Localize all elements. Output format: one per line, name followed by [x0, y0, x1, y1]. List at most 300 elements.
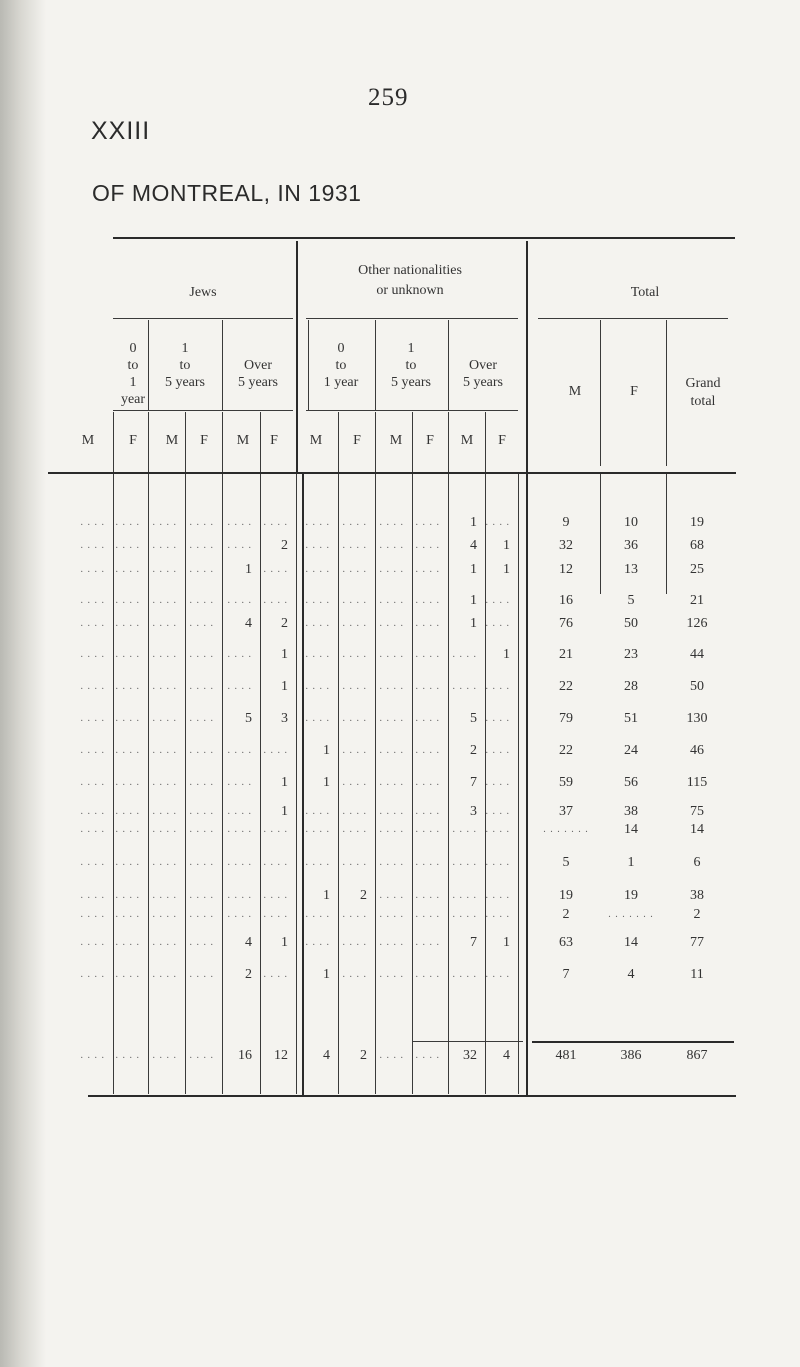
cell-r2-c2: . . . . [152, 564, 177, 575]
cell-r0-c3: . . . . [189, 517, 214, 528]
cell-r5-c9: . . . . [415, 649, 440, 660]
cell-r3-c11: . . . . [485, 595, 510, 606]
cell-r12-c2: . . . . [152, 857, 177, 868]
header-divider-f-grand [666, 320, 667, 466]
cell-r12-c14: 6 [693, 855, 701, 870]
cell-r8-c2: . . . . [152, 745, 177, 756]
cell-r9-c11: . . . . [485, 777, 510, 788]
cell-r15-c6: . . . . [305, 937, 330, 948]
cell-r2-c8: . . . . [379, 564, 404, 575]
cell-r16-c13: 4 [627, 967, 635, 982]
rule-other-group [306, 318, 518, 319]
rule-header-bottom [48, 472, 736, 474]
header-age-0-line2: 1 year [323, 375, 359, 390]
cell-r12-c9: . . . . [415, 857, 440, 868]
cell-r12-c5: . . . . [263, 857, 288, 868]
cell-r17-c11: 4 [503, 1048, 510, 1063]
cell-r4-c5: 2 [281, 616, 288, 631]
cell-r12-c10: . . . . [452, 857, 477, 868]
cell-r11-c10: . . . . [452, 824, 477, 835]
cell-r11-c3: . . . . [189, 824, 214, 835]
cell-r8-c8: . . . . [379, 745, 404, 756]
cell-r12-c11: . . . . [485, 857, 510, 868]
chapter-label: XXIII [91, 117, 151, 145]
cell-r6-c13: 28 [624, 679, 638, 694]
cell-r10-c4: . . . . [227, 806, 252, 817]
cell-r9-c9: . . . . [415, 777, 440, 788]
cell-r12-c4: . . . . [227, 857, 252, 868]
cell-r5-c13: 23 [624, 647, 638, 662]
cell-r10-c14: 75 [690, 804, 704, 819]
cell-r1-c3: . . . . [189, 540, 214, 551]
cell-r6-c3: . . . . [189, 681, 214, 692]
header-age-1-line0: 1 [181, 341, 189, 356]
cell-r15-c12: 63 [559, 935, 573, 950]
cell-r16-c4: 2 [245, 967, 252, 982]
cell-r2-c4: 1 [245, 562, 252, 577]
cell-r13-c5: . . . . [263, 890, 288, 901]
cell-r3-c2: . . . . [152, 595, 177, 606]
cell-r6-c0: . . . . [80, 681, 105, 692]
cell-r9-c8: . . . . [379, 777, 404, 788]
cell-r14-c9: . . . . [415, 909, 440, 920]
cell-r9-c14: 115 [686, 775, 708, 790]
cell-r4-c0: . . . . [80, 618, 105, 629]
cell-r11-c0: . . . . [80, 824, 105, 835]
cell-r10-c2: . . . . [152, 806, 177, 817]
cell-r5-c0: . . . . [80, 649, 105, 660]
cell-r16-c5: . . . . [263, 969, 288, 980]
cell-r5-c6: . . . . [305, 649, 330, 660]
cell-r17-c13: 386 [620, 1048, 642, 1063]
cell-r1-c5: 2 [281, 538, 288, 553]
cell-r8-c1: . . . . [115, 745, 140, 756]
cell-r12-c6: . . . . [305, 857, 330, 868]
cell-r17-c5: 12 [274, 1048, 288, 1063]
cell-r16-c2: . . . . [152, 969, 177, 980]
header-sex-8: M [389, 433, 403, 448]
rule-jews-group [113, 318, 293, 319]
cell-r6-c12: 22 [559, 679, 573, 694]
cell-r11-c8: . . . . [379, 824, 404, 835]
cell-r7-c14: 130 [686, 711, 708, 726]
cell-r0-c6: . . . . [305, 517, 330, 528]
cell-r9-c2: . . . . [152, 777, 177, 788]
header-age-1-line2: 5 years [164, 375, 206, 390]
header-sex-sep-8 [448, 412, 449, 472]
cell-r3-c8: . . . . [379, 595, 404, 606]
cell-r2-c6: . . . . [305, 564, 330, 575]
cell-r1-c0: . . . . [80, 540, 105, 551]
cell-r16-c1: . . . . [115, 969, 140, 980]
header-age-2-line0: Over [469, 358, 497, 373]
cell-r4-c8: . . . . [379, 618, 404, 629]
cell-r10-c0: . . . . [80, 806, 105, 817]
cell-r16-c6: 1 [323, 967, 330, 982]
cell-r11-c11: . . . . [485, 824, 510, 835]
header-sex-7: F [353, 433, 361, 448]
cell-r8-c5: . . . . [263, 745, 288, 756]
cell-r17-c9: . . . . [415, 1050, 440, 1061]
header-age-2-line0: Over [244, 358, 272, 373]
cell-r6-c11: . . . . [485, 681, 510, 692]
cell-r12-c12: 5 [562, 855, 570, 870]
cell-r3-c4: . . . . [227, 595, 252, 606]
cell-r0-c5: . . . . [263, 517, 288, 528]
table-subtitle: OF MONTREAL, IN 1931 [92, 180, 362, 206]
header-age-1-line1: to [179, 358, 191, 373]
header-age-1-line1: to [405, 358, 417, 373]
cell-r6-c9: . . . . [415, 681, 440, 692]
cell-r9-c4: . . . . [227, 777, 252, 788]
header-jews: Jews [189, 285, 217, 300]
cell-r2-c14: 25 [690, 562, 704, 577]
header-sex-sep-3 [222, 412, 223, 472]
cell-r9-c5: 1 [281, 775, 288, 790]
cell-r11-c9: . . . . [415, 824, 440, 835]
cell-r4-c7: . . . . [342, 618, 367, 629]
cell-r16-c9: . . . . [415, 969, 440, 980]
header-age-2-line1: 5 years [462, 375, 504, 390]
cell-r12-c13: 1 [627, 855, 635, 870]
cell-r15-c4: 4 [245, 935, 252, 950]
cell-r14-c14: 2 [693, 907, 701, 922]
header-sex-11: F [498, 433, 506, 448]
header-age-0-line0: 0 [129, 341, 137, 356]
cell-r7-c8: . . . . [379, 713, 404, 724]
cell-r2-c5: . . . . [263, 564, 288, 575]
cell-r3-c5: . . . . [263, 595, 288, 606]
cell-r13-c6: 1 [323, 888, 330, 903]
header-age-2-line1: 5 years [237, 375, 279, 390]
cell-r16-c0: . . . . [80, 969, 105, 980]
cell-r1-c8: . . . . [379, 540, 404, 551]
cell-r8-c13: 24 [624, 743, 638, 758]
cell-r9-c12: 59 [559, 775, 573, 790]
cell-r3-c10: 1 [470, 593, 477, 608]
header-age-0-line2: 1 year [120, 375, 146, 407]
cell-r17-c0: . . . . [80, 1050, 105, 1061]
cell-r11-c12: . . . . . . . [543, 824, 589, 835]
header-sex-10: M [460, 433, 474, 448]
cell-r14-c3: . . . . [189, 909, 214, 920]
cell-r4-c13: 50 [624, 616, 638, 631]
cell-r1-c11: 1 [503, 538, 510, 553]
cell-r1-c7: . . . . [342, 540, 367, 551]
cell-r7-c9: . . . . [415, 713, 440, 724]
cell-r5-c3: . . . . [189, 649, 214, 660]
cell-r3-c6: . . . . [305, 595, 330, 606]
header-age-0-line0: 0 [337, 341, 345, 356]
cell-r14-c11: . . . . [485, 909, 510, 920]
cell-r6-c2: . . . . [152, 681, 177, 692]
cell-r17-c7: 2 [360, 1048, 367, 1063]
cell-r7-c12: 79 [559, 711, 573, 726]
cell-r7-c11: . . . . [485, 713, 510, 724]
cell-r9-c0: . . . . [80, 777, 105, 788]
header-sex-sep-1 [148, 412, 149, 472]
header-sex-sep-6 [375, 412, 376, 472]
cell-r1-c1: . . . . [115, 540, 140, 551]
cell-r8-c3: . . . . [189, 745, 214, 756]
cell-r17-c1: . . . . [115, 1050, 140, 1061]
cell-r16-c14: 11 [690, 967, 704, 982]
cell-r10-c9: . . . . [415, 806, 440, 817]
cell-r10-c3: . . . . [189, 806, 214, 817]
cell-r5-c8: . . . . [379, 649, 404, 660]
cell-r1-c6: . . . . [305, 540, 330, 551]
cell-r8-c0: . . . . [80, 745, 105, 756]
cell-r1-c14: 68 [690, 538, 704, 553]
cell-r1-c4: . . . . [227, 540, 252, 551]
cell-r8-c9: . . . . [415, 745, 440, 756]
cell-r0-c11: . . . . [485, 517, 510, 528]
cell-r9-c6: 1 [323, 775, 330, 790]
header-sex-4: M [236, 433, 250, 448]
cell-r13-c1: . . . . [115, 890, 140, 901]
cell-r13-c4: . . . . [227, 890, 252, 901]
cell-r12-c0: . . . . [80, 857, 105, 868]
cell-r17-c4: 16 [238, 1048, 252, 1063]
cell-r0-c10: 1 [470, 515, 477, 530]
cell-r6-c10: . . . . [452, 681, 477, 692]
cell-r8-c12: 22 [559, 743, 573, 758]
cell-r0-c4: . . . . [227, 517, 252, 528]
header-sex-0: M [81, 433, 95, 448]
cell-r11-c2: . . . . [152, 824, 177, 835]
header-sex-sep-0 [113, 412, 114, 472]
cell-r5-c4: . . . . [227, 649, 252, 660]
cell-r3-c3: . . . . [189, 595, 214, 606]
cell-r4-c1: . . . . [115, 618, 140, 629]
cell-r7-c3: . . . . [189, 713, 214, 724]
cell-r17-c3: . . . . [189, 1050, 214, 1061]
cell-r4-c11: . . . . [485, 618, 510, 629]
cell-r14-c2: . . . . [152, 909, 177, 920]
cell-r13-c11: . . . . [485, 890, 510, 901]
cell-r8-c10: 2 [470, 743, 477, 758]
cell-r0-c7: . . . . [342, 517, 367, 528]
cell-r7-c13: 51 [624, 711, 638, 726]
cell-r16-c8: . . . . [379, 969, 404, 980]
cell-r5-c2: . . . . [152, 649, 177, 660]
header-total: Total [630, 285, 660, 300]
cell-r15-c8: . . . . [379, 937, 404, 948]
header-other-line1: Other nationalities [358, 263, 462, 278]
cell-r5-c14: 44 [690, 647, 704, 662]
cell-r8-c14: 46 [690, 743, 704, 758]
cell-r9-c3: . . . . [189, 777, 214, 788]
cell-r14-c6: . . . . [305, 909, 330, 920]
body-divider-other-total [526, 474, 528, 1096]
cell-r9-c1: . . . . [115, 777, 140, 788]
cell-r11-c4: . . . . [227, 824, 252, 835]
rule-total-row-left [413, 1041, 523, 1042]
header-other-line2: or unknown [376, 283, 444, 298]
page-number: 259 [368, 84, 409, 111]
cell-r13-c13: 19 [624, 888, 638, 903]
header-sex-5: F [270, 433, 278, 448]
cell-r13-c14: 38 [690, 888, 704, 903]
cell-r4-c12: 76 [559, 616, 573, 631]
cell-r2-c0: . . . . [80, 564, 105, 575]
header-total-m: M [568, 384, 582, 399]
cell-r6-c6: . . . . [305, 681, 330, 692]
cell-r14-c0: . . . . [80, 909, 105, 920]
cell-r13-c12: 19 [559, 888, 573, 903]
cell-r10-c10: 3 [470, 804, 477, 819]
cell-r8-c11: . . . . [485, 745, 510, 756]
cell-r15-c2: . . . . [152, 937, 177, 948]
cell-r10-c12: 37 [559, 804, 573, 819]
cell-r2-c9: . . . . [415, 564, 440, 575]
body-col-rule-11 [518, 474, 519, 1094]
cell-r12-c1: . . . . [115, 857, 140, 868]
header-sex-9: F [426, 433, 434, 448]
cell-r4-c9: . . . . [415, 618, 440, 629]
cell-r6-c4: . . . . [227, 681, 252, 692]
cell-r15-c14: 77 [690, 935, 704, 950]
cell-r15-c3: . . . . [189, 937, 214, 948]
rule-other-sex [306, 410, 518, 411]
cell-r9-c10: 7 [470, 775, 477, 790]
cell-r5-c7: . . . . [342, 649, 367, 660]
cell-r7-c1: . . . . [115, 713, 140, 724]
cell-r14-c4: . . . . [227, 909, 252, 920]
cell-r11-c6: . . . . [305, 824, 330, 835]
scan-edge-shadow [0, 0, 46, 1367]
cell-r13-c0: . . . . [80, 890, 105, 901]
cell-r7-c6: . . . . [305, 713, 330, 724]
cell-r2-c10: 1 [470, 562, 477, 577]
header-sex-sep-7 [412, 412, 413, 472]
cell-r15-c7: . . . . [342, 937, 367, 948]
header-age-1-line2: 5 years [390, 375, 432, 390]
header-grand-line2: total [690, 394, 716, 409]
cell-r9-c7: . . . . [342, 777, 367, 788]
cell-r11-c5: . . . . [263, 824, 288, 835]
header-sex-6: M [309, 433, 323, 448]
cell-r15-c11: 1 [503, 935, 510, 950]
cell-r0-c13: 10 [624, 515, 638, 530]
cell-r1-c13: 36 [624, 538, 638, 553]
cell-r13-c3: . . . . [189, 890, 214, 901]
header-sex-sep-9 [485, 412, 486, 472]
cell-r6-c5: 1 [281, 679, 288, 694]
rule-bottom [88, 1095, 736, 1097]
header-sex-2: M [165, 433, 179, 448]
cell-r2-c7: . . . . [342, 564, 367, 575]
cell-r14-c10: . . . . [452, 909, 477, 920]
cell-r11-c13: 14 [624, 822, 638, 837]
rule-total-row-right [532, 1041, 734, 1043]
cell-r14-c7: . . . . [342, 909, 367, 920]
header-age-0-line1: to [127, 358, 139, 373]
rule-top [113, 237, 735, 239]
cell-r1-c9: . . . . [415, 540, 440, 551]
cell-r7-c5: 3 [281, 711, 288, 726]
cell-r7-c2: . . . . [152, 713, 177, 724]
header-age-1-line0: 1 [407, 341, 415, 356]
header-sex-3: F [200, 433, 208, 448]
cell-r2-c12: 12 [559, 562, 573, 577]
cell-r7-c0: . . . . [80, 713, 105, 724]
cell-r5-c1: . . . . [115, 649, 140, 660]
cell-r4-c4: 4 [245, 616, 252, 631]
cell-r17-c8: . . . . [379, 1050, 404, 1061]
cell-r10-c6: . . . . [305, 806, 330, 817]
cell-r4-c10: 1 [470, 616, 477, 631]
cell-r6-c8: . . . . [379, 681, 404, 692]
cell-r3-c9: . . . . [415, 595, 440, 606]
cell-r16-c11: . . . . [485, 969, 510, 980]
cell-r10-c7: . . . . [342, 806, 367, 817]
cell-r1-c12: 32 [559, 538, 573, 553]
cell-r17-c12: 481 [555, 1048, 577, 1063]
cell-r14-c8: . . . . [379, 909, 404, 920]
cell-r16-c12: 7 [562, 967, 570, 982]
header-age-0-line1: to [335, 358, 347, 373]
cell-r13-c9: . . . . [415, 890, 440, 901]
header-divider-other-total [526, 241, 528, 472]
cell-r17-c2: . . . . [152, 1050, 177, 1061]
cell-r7-c7: . . . . [342, 713, 367, 724]
cell-r10-c5: 1 [281, 804, 288, 819]
cell-r12-c8: . . . . [379, 857, 404, 868]
cell-r3-c7: . . . . [342, 595, 367, 606]
cell-r6-c14: 50 [690, 679, 704, 694]
cell-r5-c11: 1 [503, 647, 510, 662]
cell-r12-c7: . . . . [342, 857, 367, 868]
cell-r1-c2: . . . . [152, 540, 177, 551]
cell-r3-c0: . . . . [80, 595, 105, 606]
cell-r10-c8: . . . . [379, 806, 404, 817]
cell-r14-c5: . . . . [263, 909, 288, 920]
cell-r8-c6: 1 [323, 743, 330, 758]
cell-r15-c13: 14 [624, 935, 638, 950]
cell-r3-c1: . . . . [115, 595, 140, 606]
cell-r2-c13: 13 [624, 562, 638, 577]
header-grand-line1: Grand [685, 376, 721, 391]
cell-r15-c0: . . . . [80, 937, 105, 948]
cell-r10-c1: . . . . [115, 806, 140, 817]
header-sex-sep-4 [260, 412, 261, 472]
cell-r0-c1: . . . . [115, 517, 140, 528]
cell-r0-c12: 9 [562, 515, 570, 530]
cell-r4-c2: . . . . [152, 618, 177, 629]
cell-r2-c1: . . . . [115, 564, 140, 575]
cell-r5-c5: 1 [281, 647, 288, 662]
cell-r13-c8: . . . . [379, 890, 404, 901]
cell-r12-c3: . . . . [189, 857, 214, 868]
cell-r3-c14: 21 [690, 593, 704, 608]
cell-r2-c3: . . . . [189, 564, 214, 575]
cell-r7-c10: 5 [470, 711, 477, 726]
cell-r8-c7: . . . . [342, 745, 367, 756]
cell-r0-c2: . . . . [152, 517, 177, 528]
cell-r0-c14: 19 [690, 515, 704, 530]
cell-r7-c4: 5 [245, 711, 252, 726]
rule-jews-sex [113, 410, 293, 411]
cell-r8-c4: . . . . [227, 745, 252, 756]
cell-r0-c0: . . . . [80, 517, 105, 528]
cell-r11-c7: . . . . [342, 824, 367, 835]
header-sex-sep-2 [185, 412, 186, 472]
header-total-f: F [630, 384, 638, 399]
cell-r15-c9: . . . . [415, 937, 440, 948]
cell-r0-c9: . . . . [415, 517, 440, 528]
header-sex-sep-5 [338, 412, 339, 472]
